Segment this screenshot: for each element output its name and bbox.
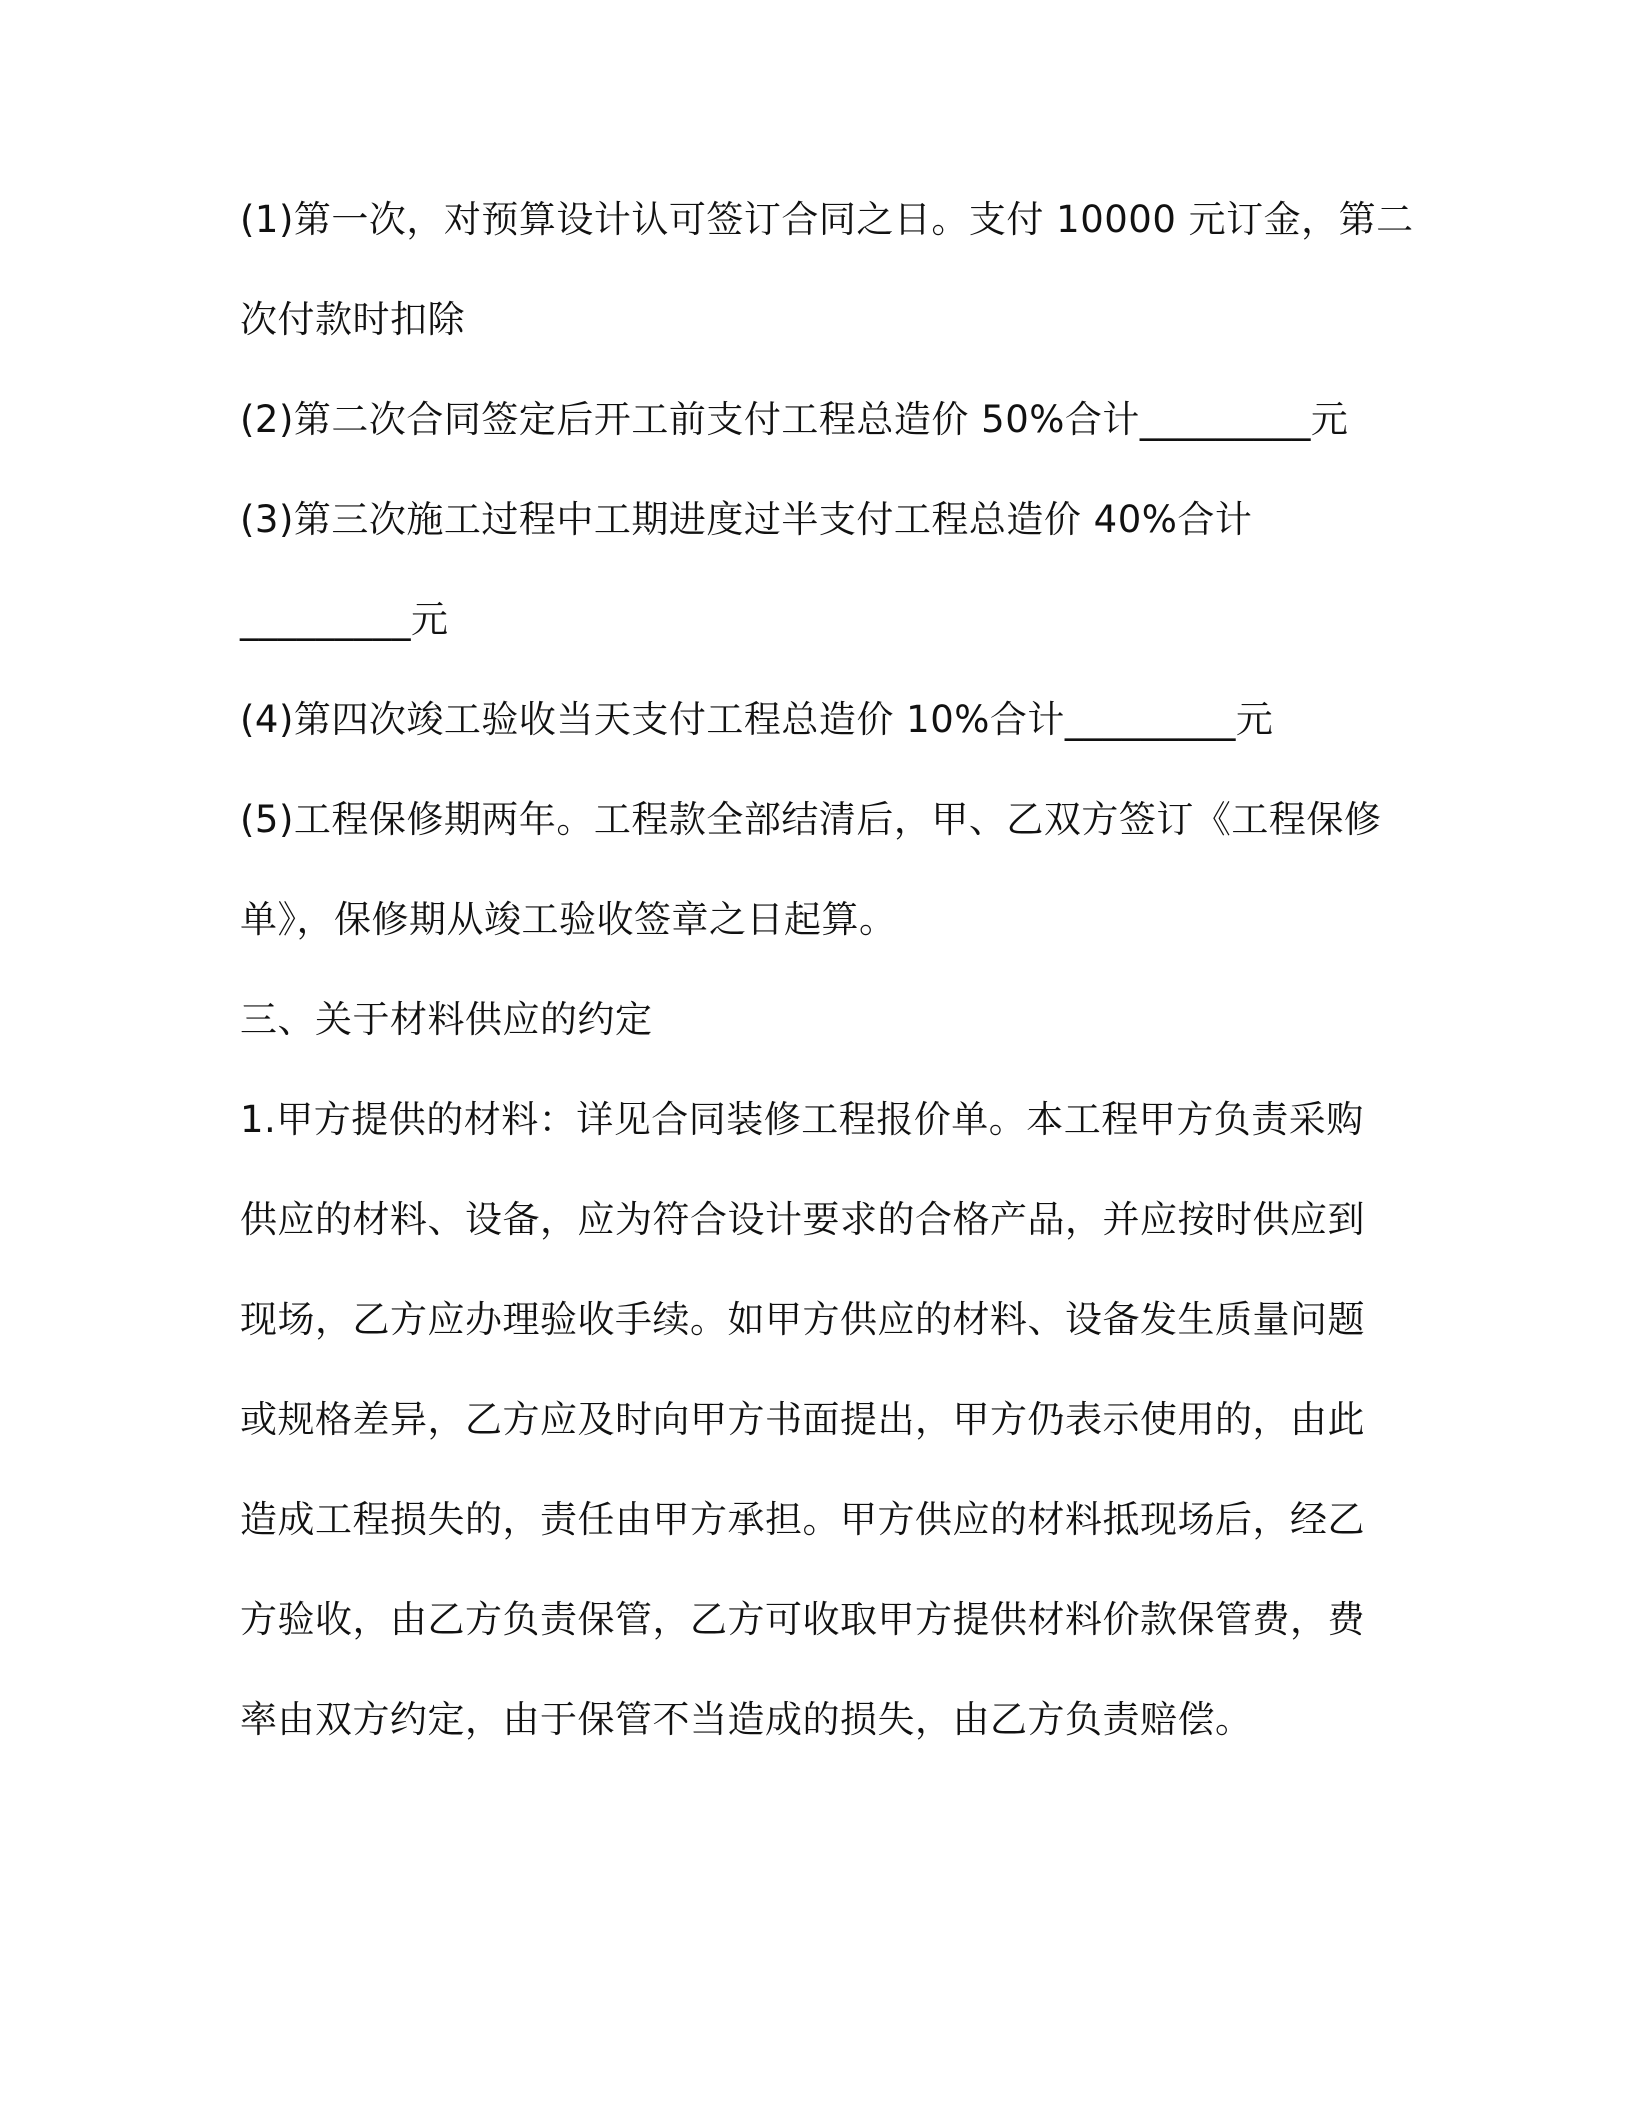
material-clause-line-6: 方验收，由乙方负责保管，乙方可收取甲方提供材料价款保管费，费 [240, 1598, 1365, 1641]
payment-item-3-line-2: _________元 [240, 598, 449, 641]
material-clause-line-4: 或规格差异，乙方应及时向甲方书面提出，甲方仍表示使用的，由此 [240, 1398, 1365, 1441]
payment-item-4: (4)第四次竣工验收当天支付工程总造价 10%合计_________元 [240, 698, 1274, 741]
material-clause-line-5: 造成工程损失的，责任由甲方承担。甲方供应的材料抵现场后，经乙 [240, 1498, 1365, 1541]
material-clause-line-3: 现场，乙方应办理验收手续。如甲方供应的材料、设备发生质量问题 [240, 1298, 1365, 1341]
material-clause-line-1: 1.甲方提供的材料：详见合同装修工程报价单。本工程甲方负责采购 [240, 1098, 1364, 1141]
material-clause-line-2: 供应的材料、设备，应为符合设计要求的合格产品，并应按时供应到 [240, 1198, 1365, 1241]
material-clause-line-7: 率由双方约定，由于保管不当造成的损失，由乙方负责赔偿。 [240, 1698, 1253, 1741]
section-heading-3: 三、关于材料供应的约定 [240, 998, 653, 1041]
payment-item-2: (2)第二次合同签定后开工前支付工程总造价 50%合计_________元 [240, 398, 1349, 441]
payment-item-5-line-2: 单》，保修期从竣工验收签章之日起算。 [240, 898, 897, 941]
payment-item-5-line-1: (5)工程保修期两年。工程款全部结清后，甲、乙双方签订《工程保修 [240, 798, 1382, 841]
payment-item-1-line-2: 次付款时扣除 [240, 298, 465, 341]
payment-item-3-line-1: (3)第三次施工过程中工期进度过半支付工程总造价 40%合计 [240, 498, 1253, 541]
payment-item-1-line-1: (1)第一次，对预算设计认可签订合同之日。支付 10000 元订金，第二 [240, 198, 1414, 241]
